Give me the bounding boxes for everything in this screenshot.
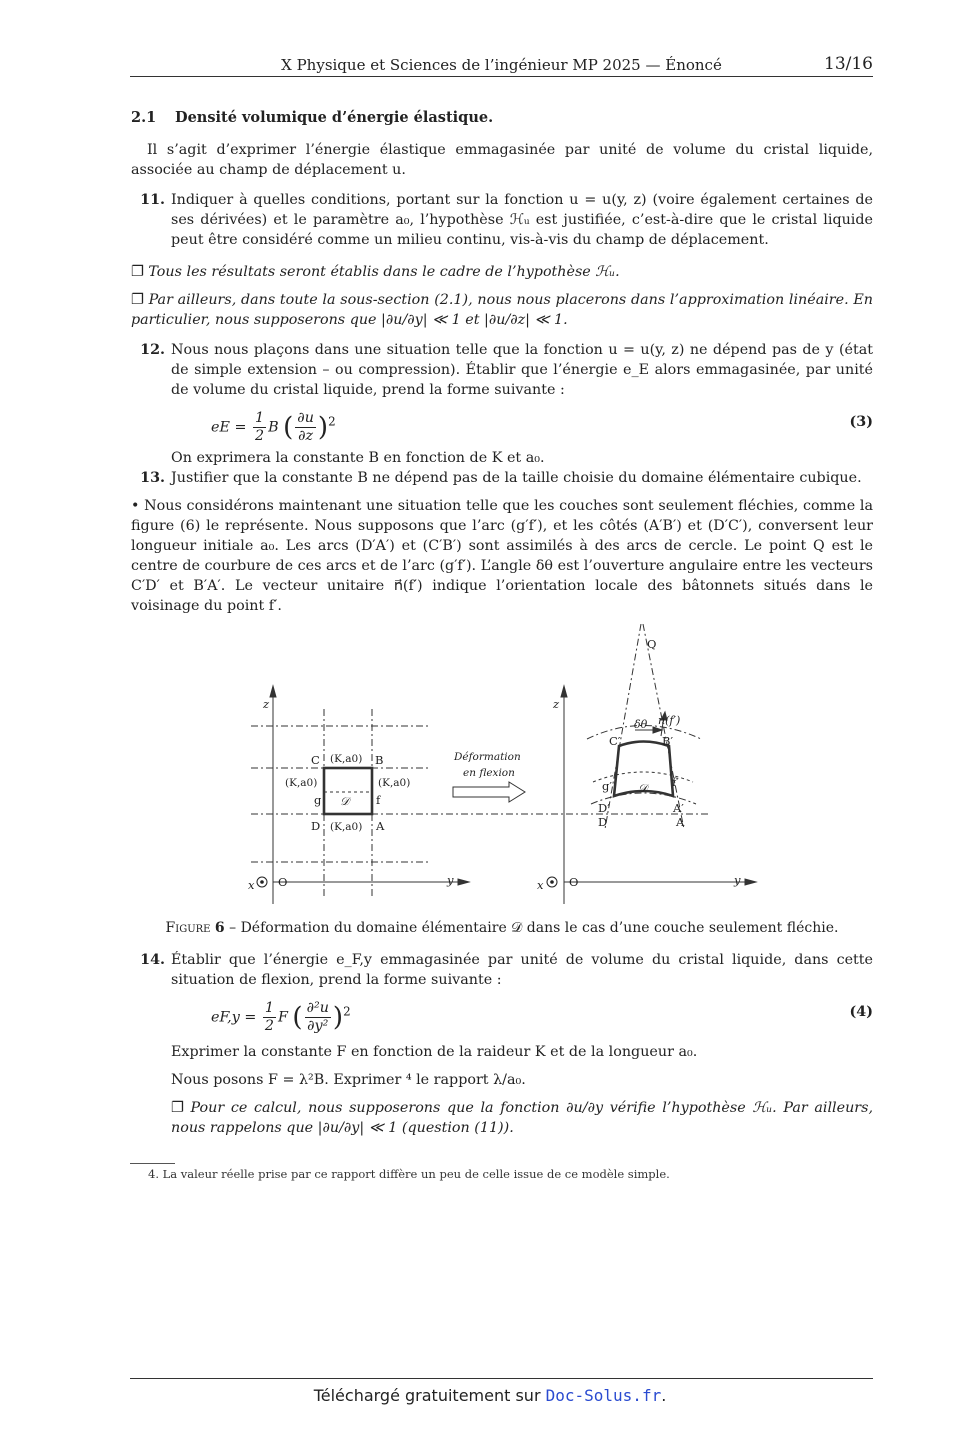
label-O-right: O [569, 875, 579, 889]
label-f-prime: f′ [672, 775, 679, 789]
question-14 [131, 950, 873, 990]
figure-6 [131, 624, 873, 914]
label-D: D [311, 819, 321, 833]
label-Q: Q [647, 637, 657, 651]
question-text: Indiquer à quelles conditions, portant sur la fonction u = u(y, z) (voire également certaines de ses dérivées) et le paramètre a₀, l’hypothèse ℋᵤ est justifiée, c’est-à-dire que le cristal liquide peut être considéré comme un milieu continu, vis-à-vis du champ de déplacement. [171, 192, 873, 248]
label-z: z [263, 697, 270, 711]
label-D-prime: D′ [598, 801, 610, 815]
question-number: 11. [140, 192, 165, 208]
label-left-spring: (K,a0) [285, 777, 318, 789]
label-domain-right: 𝒟 [638, 781, 648, 795]
y-axis-arrow [458, 879, 469, 885]
note-linear-approx [131, 290, 873, 330]
label-D-right: D [598, 815, 608, 829]
equation-3 [131, 400, 873, 448]
header-title: X Physique et Sciences de l’ingénieur MP 2025 — Énoncé [281, 56, 722, 74]
note-hypothesis [131, 262, 873, 282]
label-A-prime: A′ [673, 801, 684, 815]
question-13 [131, 468, 873, 488]
equation-4 [131, 990, 873, 1042]
question-text: Nous nous plaçons dans une situation telle que la fonction u = u(y, z) ne dépend pas de y (état de simple extension – ou compression). Établir que l’énergie e_E alors emmagasinée, par unité de volume du cristal liquide, prend la forme suivante : [171, 342, 873, 398]
question-text: Justifier que la constante B ne dépend pas de la taille choisie du domaine élémentaire cubique. [171, 470, 862, 486]
label-delta-theta: δθ [634, 718, 648, 731]
footer-suffix: . [661, 1386, 667, 1405]
label-z-right: z [553, 697, 560, 711]
followup-text: On exprimera la constante B en fonction de K et a₀. [171, 450, 545, 466]
label-A-right: A [676, 815, 685, 829]
caption-number: 6 [214, 920, 225, 936]
question-12-followup [131, 448, 873, 468]
question-number: 14. [140, 952, 165, 968]
section-heading [131, 108, 873, 128]
page-header [130, 54, 873, 77]
label-normal-vector: n(f′) [658, 714, 681, 727]
arrow-label-1: Déformation [454, 751, 521, 763]
question-number: 13. [140, 470, 165, 486]
label-y-right: y [734, 873, 741, 887]
question-11 [131, 190, 873, 250]
label-right-spring: (K,a0) [378, 777, 411, 789]
footer-text: Téléchargé gratuitement sur [313, 1386, 546, 1405]
figure-caption [131, 918, 873, 938]
label-bottom-spring: (K,a0) [330, 821, 363, 833]
section-number: 2.1 [131, 109, 157, 126]
footnote-rule [130, 1163, 175, 1164]
footnote: 4. La valeur réelle prise par ce rapport diffère un peu de celle issue de ce modèle simple. [148, 1167, 670, 1181]
equation-lhs: eE = $\frac{1}{2}$ B ( $\frac{\partial u}{\partial z}$ )$^2$ [211, 410, 336, 444]
right-labels [537, 637, 741, 892]
question-text: Établir que l’énergie e_F,y emmagasinée par unité de volume du cristal liquide, dans cette situation de flexion, prend la forme suivante : [171, 952, 873, 988]
label-domain: 𝒟 [340, 794, 350, 808]
question-14-ratio [131, 1070, 873, 1090]
equation-number: (4) [849, 1004, 873, 1020]
label-C-prime: C′ [609, 734, 621, 748]
note-text: Par ailleurs, dans toute la sous-section (2.1), nous nous placerons dans l’approximation linéaire. En particulier, nous supposerons que |∂u/∂y| ≪ 1 et |∂u/∂z| ≪ 1. [131, 292, 874, 328]
caption-label: Figure [165, 920, 211, 936]
deformation-arrow [453, 751, 525, 802]
checkbox-icon: ❐ [131, 264, 144, 280]
followup-text: Exprimer la constante F en fonction de la raideur K et de la longueur a₀. [171, 1044, 698, 1060]
arrow-label-2: en flexion [463, 767, 515, 779]
checkbox-icon: ❐ [171, 1100, 184, 1116]
label-O: O [278, 875, 288, 889]
flexion-paragraph: • Nous considérons maintenant une situation telle que les couches sont seulement fléchies, comme la figure (6) le représente. Nous supposons que l’arc (g′f′), et les côtés (A′B′) et (D′C′), conversent leur longueur initiale a₀. Les arcs (D′A′) et (C′B′) sont assimilés à des arcs de cercle. Le point Q est le centre de courbure de ces arcs et de l’arc (g′f′). L’angle δθ est l’ouverture angulaire entre les vecteurs C′D′ et B′A′. Le vecteur unitaire n⃗(f′) indique l’orientation locale des bâtonnets situés dans le voisinage du point f′. [131, 498, 873, 614]
label-C: C [311, 753, 320, 767]
note-text: Pour ce calcul, nous supposerons que la fonction ∂u/∂y vérifie l’hypothèse ℋᵤ. Par ailleurs, nous rappelons que |∂u/∂y| ≪ 1 (question (11)). [171, 1100, 873, 1136]
footer-rule [130, 1378, 873, 1379]
question-14-constant [131, 1042, 873, 1062]
label-B-prime: B′ [662, 734, 674, 748]
question-14-note [131, 1098, 873, 1138]
equation-lhs: eF,y = $\frac{1}{2}$ F ( $\frac{\text{∂²u}}{\text{∂y²}}$ )$^2$ [211, 1000, 351, 1034]
section-title: Densité volumique d’énergie élastique. [175, 109, 494, 126]
label-B: B [375, 753, 384, 767]
label-g-prime: g′ [602, 779, 612, 793]
page-footer [0, 1386, 980, 1405]
label-x-right: x [537, 878, 544, 892]
z-axis-arrow [270, 686, 276, 697]
followup-text: Nous posons F = λ²B. Exprimer ⁴ le rapport λ/a₀. [171, 1072, 526, 1088]
question-12 [131, 340, 873, 400]
label-A: A [376, 819, 385, 833]
left-diagram [251, 686, 469, 904]
note-text: Tous les résultats seront établis dans le cadre de l’hypothèse ℋᵤ. [148, 264, 620, 280]
label-f: f [376, 793, 381, 807]
footer-link[interactable]: Doc-Solus.fr [545, 1386, 662, 1405]
page-number: 13/16 [824, 54, 873, 74]
question-number: 12. [140, 342, 165, 358]
caption-text: – Déformation du domaine élémentaire 𝒟 dans le cas d’une couche seulement fléchie. [224, 920, 839, 936]
checkbox-icon: ❐ [131, 292, 144, 308]
intro-paragraph: Il s’agit d’exprimer l’énergie élastique emmagasinée par unité de volume du cristal liquide, associée au champ de déplacement u. [131, 142, 873, 178]
label-top-spring: (K,a0) [330, 753, 363, 765]
page-body [131, 108, 873, 1138]
label-x: x [248, 878, 255, 892]
label-g: g [314, 793, 322, 807]
label-y: y [447, 873, 454, 887]
equation-number: (3) [849, 414, 873, 430]
